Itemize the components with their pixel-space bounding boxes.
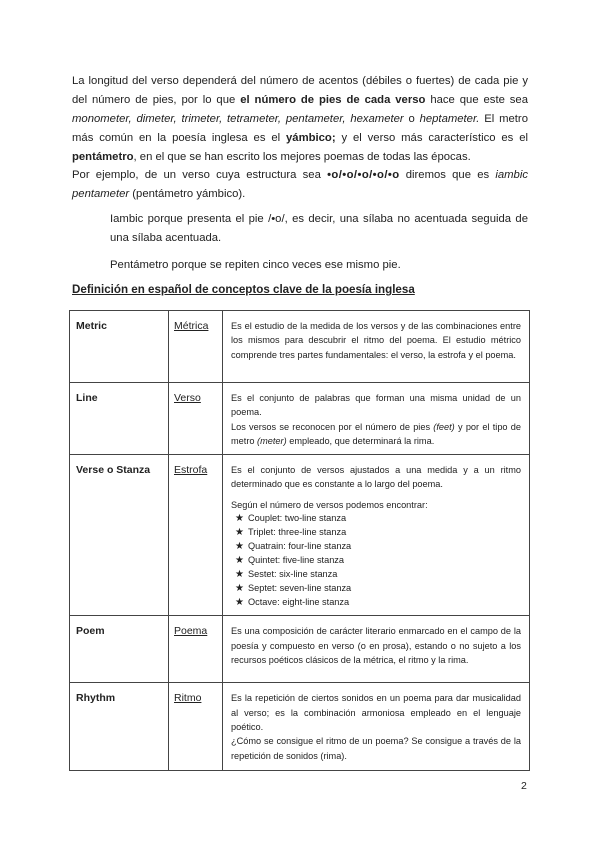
- bold-run: el número de pies de cada verso: [240, 94, 426, 106]
- bold-run: pentámetro: [72, 151, 134, 163]
- definition-text: Es una composición de carácter literario enmarcado en el campo de la poesía y compuesto en verso (o en prosa), estando o no sujeto a los recursos poéticos clásicos de la métrica, el ritmo y la rima.: [231, 626, 521, 666]
- translation-text: Métrica: [174, 320, 209, 332]
- italic-run: (feet): [433, 421, 455, 432]
- star-icon: ★: [235, 554, 244, 566]
- text-run: Los versos se reconocen por el número de pies: [231, 421, 434, 432]
- translation-text: Verso: [174, 392, 201, 404]
- italic-run: (meter): [257, 435, 287, 446]
- star-icon: ★: [235, 582, 244, 594]
- definition-cell: [223, 616, 530, 683]
- stanza-types-list: [231, 512, 521, 609]
- definition-text: ¿Cómo se consigue el ritmo de un poema? Se consigue a través de la repetición de sonidos (rima).: [231, 736, 521, 761]
- definition-cell: [223, 683, 530, 771]
- definition-text: [231, 420, 521, 449]
- italic-run: monometer, dimeter, trimeter, tetrameter, pentameter, hexameter: [72, 113, 404, 125]
- text-run: o: [403, 113, 420, 125]
- text-run: diremos que es: [399, 169, 496, 181]
- paragraph-example: [72, 166, 528, 204]
- bold-run: yámbico;: [286, 132, 336, 144]
- definition-text: Es el conjunto de versos ajustados a una medida y a un ritmo determinado que es constante a lo largo del poema.: [231, 465, 521, 490]
- list-item-label: Triplet: three-line stanza: [248, 526, 347, 537]
- term-cell: Line: [70, 383, 169, 455]
- translation-cell: [169, 383, 223, 455]
- list-item: [235, 512, 521, 526]
- text-run: (pentámetro yámbico).: [129, 188, 246, 200]
- concepts-table: [69, 310, 530, 771]
- text-run: y por el tipo de metro: [231, 421, 522, 446]
- table-row: [70, 683, 530, 771]
- list-item-label: Couplet: two-line stanza: [248, 513, 347, 524]
- text-run: hace que este sea: [425, 94, 529, 106]
- meter-notation: •o/•o/•o/•o/•o: [327, 169, 400, 181]
- star-icon: ★: [235, 596, 244, 608]
- paragraph-iambic: Iambic porque presenta el pie /•o/, es decir, una sílaba no acentuada seguida de una sílaba acentuada.: [110, 213, 528, 244]
- list-item: [235, 540, 521, 554]
- star-icon: ★: [235, 526, 244, 538]
- list-item-label: Quatrain: four-line stanza: [248, 540, 352, 551]
- list-item-label: Sestet: six-line stanza: [248, 568, 338, 579]
- term-cell: Poem: [70, 616, 169, 683]
- list-item-label: Octave: eight-line stanza: [248, 596, 350, 607]
- term-cell: Rhythm: [70, 683, 169, 771]
- definition-cell: [223, 383, 530, 455]
- list-item: [235, 526, 521, 540]
- text-run: El metro más común en la poesía inglesa es el: [72, 113, 528, 144]
- star-icon: ★: [235, 568, 244, 580]
- list-item: [235, 596, 521, 610]
- list-item: [235, 568, 521, 582]
- page-number: 2: [521, 780, 527, 792]
- table-row: [70, 616, 530, 683]
- table-row: [70, 383, 530, 455]
- translation-cell: [169, 616, 223, 683]
- text-run: , en el que se han escrito los mejores poemas de todas las épocas.: [133, 151, 471, 163]
- definition-text: Es el estudio de la medida de los versos y de las combinaciones entre los mismos para descubrir el ritmo del poema. El estudio métrico comprende tres partes fundamentales: el verso, la estrofa y el poema.: [231, 321, 521, 360]
- definition-text: Según el número de versos podemos encontrar:: [231, 499, 428, 510]
- text-run: y el verso más característico es el: [335, 132, 528, 144]
- text-run: empleado, que determinará la rima.: [286, 435, 435, 446]
- text-run: Por ejemplo, de un verso cuya estructura sea: [72, 169, 328, 181]
- translation-text: Estrofa: [174, 464, 208, 477]
- definition-cell: [223, 311, 530, 383]
- list-item: [235, 582, 521, 596]
- list-item-label: Quintet: five-line stanza: [248, 554, 345, 565]
- definition-text: Es la repetición de ciertos sonidos en un poema para dar musicalidad al verso; es la combinación armoniosa empleado en el lenguaje poético.: [231, 693, 521, 733]
- translation-cell: [169, 455, 223, 616]
- paragraph-verse-length: [72, 72, 528, 167]
- definition-text: Es el conjunto de palabras que forman una misma unidad de un poema.: [231, 393, 521, 418]
- list-item: [235, 554, 521, 568]
- translation-cell: [169, 311, 223, 383]
- italic-run: heptameter.: [419, 113, 480, 125]
- term-cell: Metric: [70, 311, 169, 383]
- translation-cell: [169, 683, 223, 771]
- translation-text: Ritmo: [174, 692, 202, 705]
- star-icon: ★: [235, 513, 244, 525]
- translation-text: Poema: [174, 625, 208, 638]
- definition-cell: [223, 455, 530, 616]
- section-title: Definición en español de conceptos clave de la poesía inglesa: [72, 283, 415, 296]
- star-icon: ★: [235, 540, 244, 552]
- text-run: La longitud del verso dependerá del número de acentos (débiles o fuertes) de cada pie y del número de pies, por lo que: [72, 75, 528, 106]
- term-cell: Verse o Stanza: [70, 455, 169, 616]
- paragraph-pentameter: Pentámetro porque se repiten cinco veces ese mismo pie.: [110, 259, 401, 271]
- italic-run: iambic pentameter: [72, 169, 528, 200]
- table-row: [70, 455, 530, 616]
- table-row: [70, 311, 530, 383]
- list-item-label: Septet: seven-line stanza: [248, 582, 352, 593]
